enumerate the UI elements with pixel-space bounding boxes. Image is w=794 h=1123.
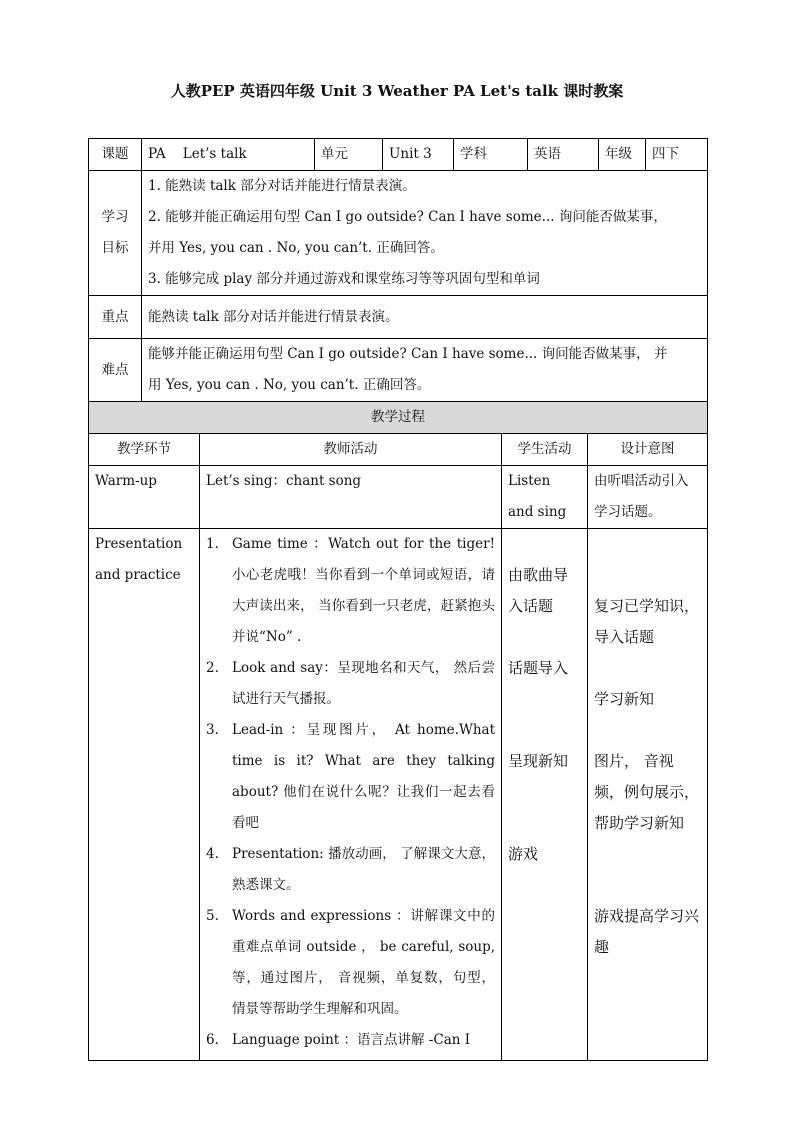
design-intent: 复习已学知识，导入话题 (594, 597, 700, 646)
teacher-activity-list (206, 529, 495, 1056)
goal-line: 1. 能熟读 talk 部分对话并能进行情景表演。 (148, 178, 416, 194)
column-header: 教学环节 (89, 434, 200, 466)
process-heading: 教学过程 (89, 402, 708, 434)
goal-line: 3. 能够完成 play 部分并通过游戏和课堂练习等等巩固句型和单词 (148, 271, 540, 287)
unit-value: Unit 3 (383, 139, 454, 171)
difficult-line: 能够并能正确运用句型 Can I go outside? Can I have some... 询问能否做某事， 并 (148, 346, 668, 362)
list-item: 5. Words and expressions ：讲解课文中的重难点单词 outside ， be careful, soup, 等，通过图片， 音视频，单复数，句型， 情景等帮助学生理解和巩固。 (206, 908, 495, 1017)
lesson-info-table (88, 138, 708, 402)
difficult-line: 用 Yes, you can . No, you can’t. 正确回答。 (148, 377, 431, 393)
column-header: 教师活动 (200, 434, 502, 466)
goal-line: 2. 能够并能正确运用句型 Can I go outside? Can I have some... 询问能否做某事， (148, 209, 667, 225)
list-item: 4. Presentation: 播放动画， 了解课文大意， 熟悉课文。 (206, 846, 495, 893)
difficult-point-content (142, 339, 708, 402)
design-intent: 学习新知 (594, 690, 655, 708)
presentation-student (502, 529, 588, 1061)
goals-label (89, 171, 142, 296)
goal-line: 并用 Yes, you can . No, you can’t. 正确回答。 (148, 240, 444, 256)
warmup-student: Listen and sing (502, 466, 588, 529)
column-header: 设计意图 (588, 434, 708, 466)
difficult-point-label: 难点 (89, 339, 142, 402)
warmup-stage: Warm-up (89, 466, 200, 529)
document-title: 人教PEP 英语四年级 Unit 3 Weather PA Let's talk 课时教案 (170, 82, 624, 100)
goals-label-text: 学习目标 (101, 209, 129, 256)
list-item: 1. Game time ：Watch out for the tiger! 小心老虎哦！当你看到一个单词或短语，请大声读出来， 当你看到一只老虎，赶紧抱头并说“No” . (206, 536, 495, 645)
topic-value: PA Let’s talk (142, 139, 315, 171)
student-activity: 游戏 (508, 845, 539, 863)
student-activity: 话题导入 (508, 659, 569, 677)
subject-value: 英语 (528, 139, 599, 171)
list-item: 2. Look and say：呈现地名和天气， 然后尝试进行天气播报。 (206, 660, 495, 707)
list-item: 6. Language point ：语言点讲解 -Can I (206, 1032, 471, 1048)
design-intent: 游戏提高学习兴趣 (594, 907, 700, 956)
list-item: 3. Lead-in ：呈现图片， At home.What time is it? What are they talking about? 他们在说什么呢？让我们一起去看看吧 (206, 722, 495, 831)
teaching-process-table (88, 401, 708, 1061)
presentation-stage: Presentation and practice (89, 529, 200, 1061)
presentation-teacher (200, 529, 502, 1061)
student-activity: 由歌曲导入话题 (508, 566, 569, 615)
grade-value: 四下 (646, 139, 708, 171)
design-intent: 图片， 音视频，例句展示， 帮助学习新知 (594, 752, 700, 832)
goals-content (142, 171, 708, 296)
warmup-teacher: Let’s sing：chant song (200, 466, 502, 529)
key-point-text: 能熟读 talk 部分对话并能进行情景表演。 (142, 296, 708, 339)
topic-label: 课题 (89, 139, 142, 171)
presentation-intent (588, 529, 708, 1061)
student-activity: 呈现新知 (508, 752, 569, 770)
grade-label: 年级 (599, 139, 646, 171)
unit-label: 单元 (315, 139, 383, 171)
column-header: 学生活动 (502, 434, 588, 466)
subject-label: 学科 (454, 139, 528, 171)
key-point-label: 重点 (89, 296, 142, 339)
warmup-intent: 由听唱活动引入学习话题。 (588, 466, 708, 529)
